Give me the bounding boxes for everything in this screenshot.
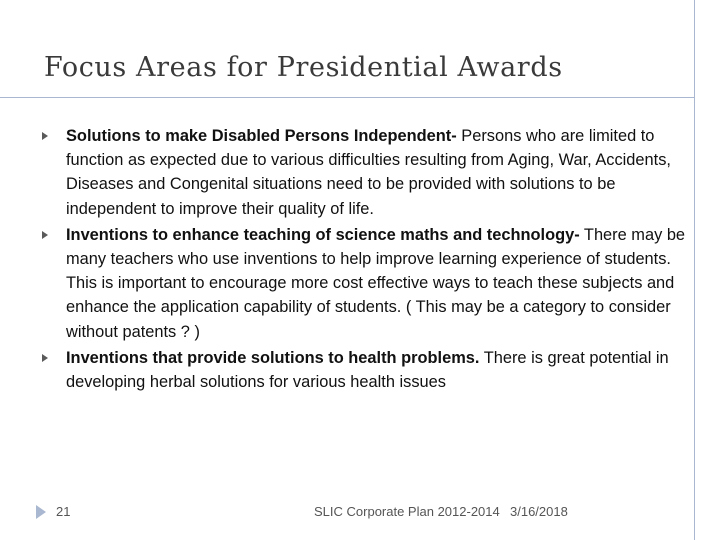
bullet-arrow-icon [42, 354, 48, 362]
bullet-body: Persons who are limited to function as expected due to various difficulties resulting from Aging, War, Accidents, Diseases and Congenital situations need to be provided with solutions to be independent to improve their quality of life. [66, 127, 671, 218]
bullet-teaching-inventions [42, 223, 687, 344]
bullet-body: There may be many teachers who use inventions to help improve learning experience of students. This is important to encourage more cost effective ways to teach these subjects and enhance the application capability of students. ( This may be a category to consider without patents ? ) [66, 225, 686, 341]
slide-title: Focus Areas for Presidential Awards [44, 52, 563, 83]
bullet-heading: Inventions that provide solutions to health problems. [66, 348, 480, 367]
footer-text: SLIC Corporate Plan 2012-2014 [314, 504, 500, 519]
right-border-line [694, 0, 695, 540]
bullet-health-solutions [42, 346, 687, 394]
title-divider [0, 97, 694, 98]
bullet-heading: Solutions to make Disabled Persons Independent- [66, 127, 457, 145]
bullet-disabled-persons [42, 124, 687, 221]
page-number: 21 [56, 504, 71, 519]
bullet-arrow-icon [42, 231, 48, 239]
footer-date: 3/16/2018 [510, 504, 568, 519]
bullet-body: There is great potential in developing herbal solutions for various health issues [66, 348, 669, 392]
bullet-heading: Inventions to enhance teaching of science maths and technology- [66, 225, 580, 244]
footer-arrow-icon [36, 505, 46, 519]
bullet-list [42, 124, 687, 396]
bullet-arrow-icon [42, 132, 48, 140]
